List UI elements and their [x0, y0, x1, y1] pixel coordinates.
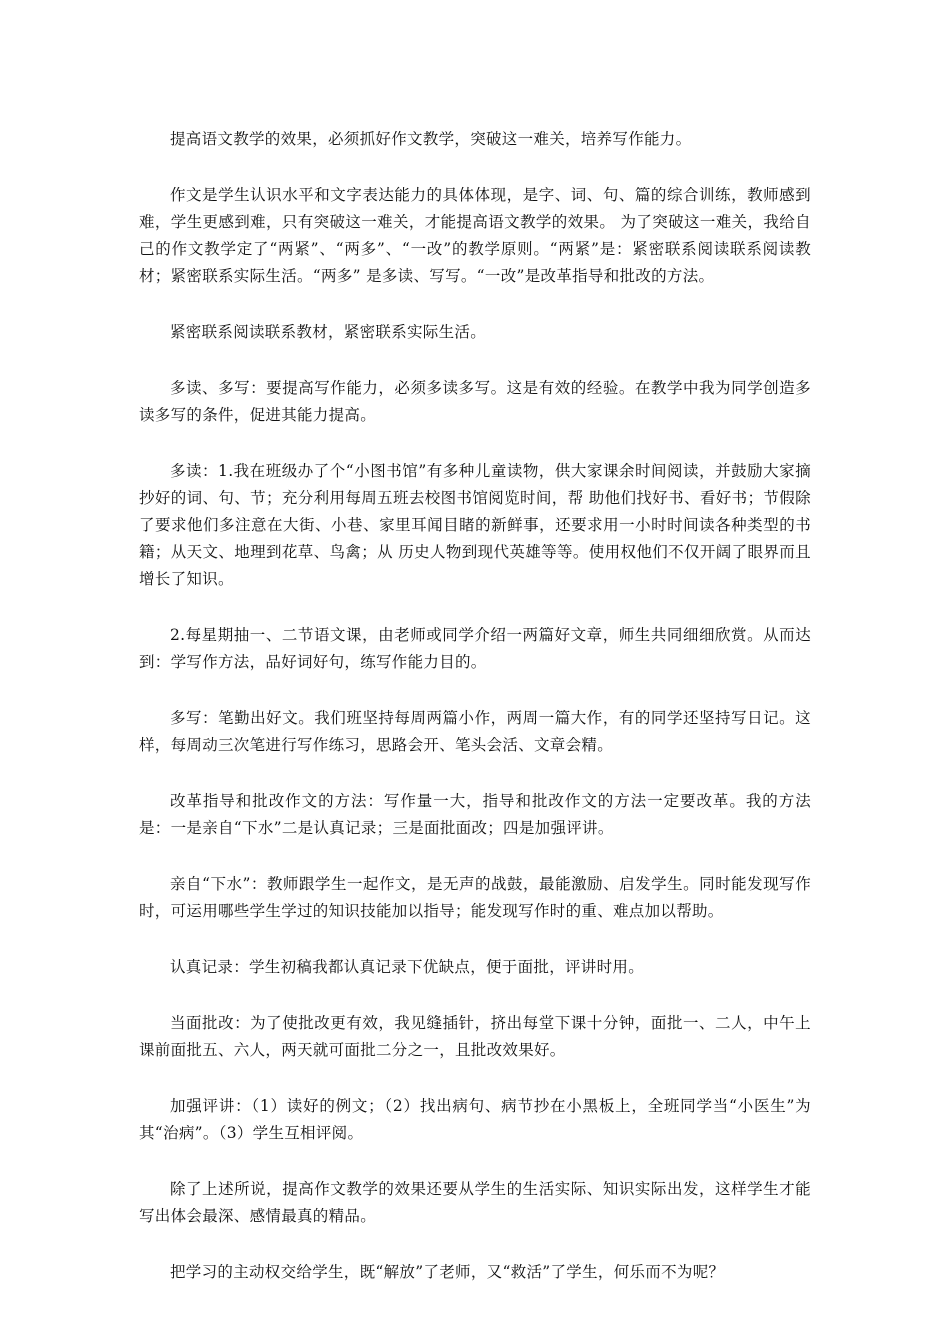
paragraph-conclusion: 除了上述所说，提高作文教学的效果还要从学生的生活实际、知识实际出发，这样学生才能写出体会最深、感情最真的精品。: [139, 1180, 811, 1225]
paragraph-two-tight: 紧密联系阅读联系教材，紧密联系实际生活。: [170, 323, 487, 341]
paragraph-face-to-face: 当面批改：为了使批改更有效，我见缝插针，挤出每堂下课十分钟，面批一、二人，中午上课前面批五、六人，两天就可面批二分之一，且批改效果好。: [139, 1014, 811, 1059]
document-body: [139, 126, 811, 1315]
paragraph-reform-methods: 改革指导和批改作文的方法：写作量一大，指导和批改作文的方法一定要改革。我的方法是：一是亲自“下水”二是认真记录；三是面批面改；四是加强评讲。: [139, 792, 811, 837]
paragraph-intro: 提高语文教学的效果，必须抓好作文教学，突破这一难关，培养写作能力。: [170, 130, 692, 148]
paragraph-reviews: 加强评讲：（1）读好的例文；（2）找出病句、病节抄在小黑板上，全班同学当“小医生”为其“治病”。（3）学生互相评阅。: [139, 1097, 811, 1142]
paragraph-teacher-writes: 亲自“下水”：教师跟学生一起作文，是无声的战鼓，最能激励、启发学生。同时能发现写作时，可运用哪些学生学过的知识技能加以指导；能发现写作时的重、难点加以帮助。: [139, 875, 811, 920]
paragraph-read-more-2: 2.每星期抽一、二节语文课，由老师或同学介绍一两篇好文章，师生共同细细欣赏。从而达到：学写作方法，品好词好句，练写作能力目的。: [139, 626, 811, 671]
paragraph-principles: 作文是学生认识水平和文字表达能力的具体体现，是字、词、句、篇的综合训练，教师感到难，学生更感到难，只有突破这一难关，才能提高语文教学的效果。 为了突破这一难关，我给自己的作文教学定了“两紧”、“两多”、“一改”的教学原则。“两紧”是：紧密联系阅读联系阅读教材；紧密联系实际生活。“两多” 是多读、写写。“一改”是改革指导和批改的方法。: [139, 186, 811, 285]
paragraph-read-more-1: 多读：1.我在班级办了个“小图书馆”有多种儿童读物，供大家课余时间阅读，并鼓励大家摘抄好的词、句、节；充分利用每周五班去校图书馆阅览时间，帮 助他们找好书、看好书；节假除了要求他们多注意在大街、小巷、家里耳闻目睹的新鲜事，还要求用一小时时间读各种类型的书籍；从天文、地理到花草、鸟禽；从 历史人物到现代英雄等等。使用权他们不仅开阔了眼界而且增长了知识。: [139, 462, 811, 588]
paragraph-read-write: 多读、多写：要提高写作能力，必须多读多写。这是有效的经验。在教学中我为同学创造多读多写的条件，促进其能力提高。: [139, 379, 811, 424]
paragraph-careful-records: 认真记录：学生初稿我都认真记录下优缺点，便于面批，评讲时用。: [170, 958, 645, 976]
paragraph-closing: 把学习的主动权交给学生，既“解放”了老师，又“救活”了学生，何乐而不为呢？: [170, 1263, 725, 1281]
paragraph-write-more: 多写：笔勤出好文。我们班坚持每周两篇小作，两周一篇大作，有的同学还坚持写日记。这样，每周动三次笔进行写作练习，思路会开、笔头会活、文章会精。: [139, 709, 811, 754]
